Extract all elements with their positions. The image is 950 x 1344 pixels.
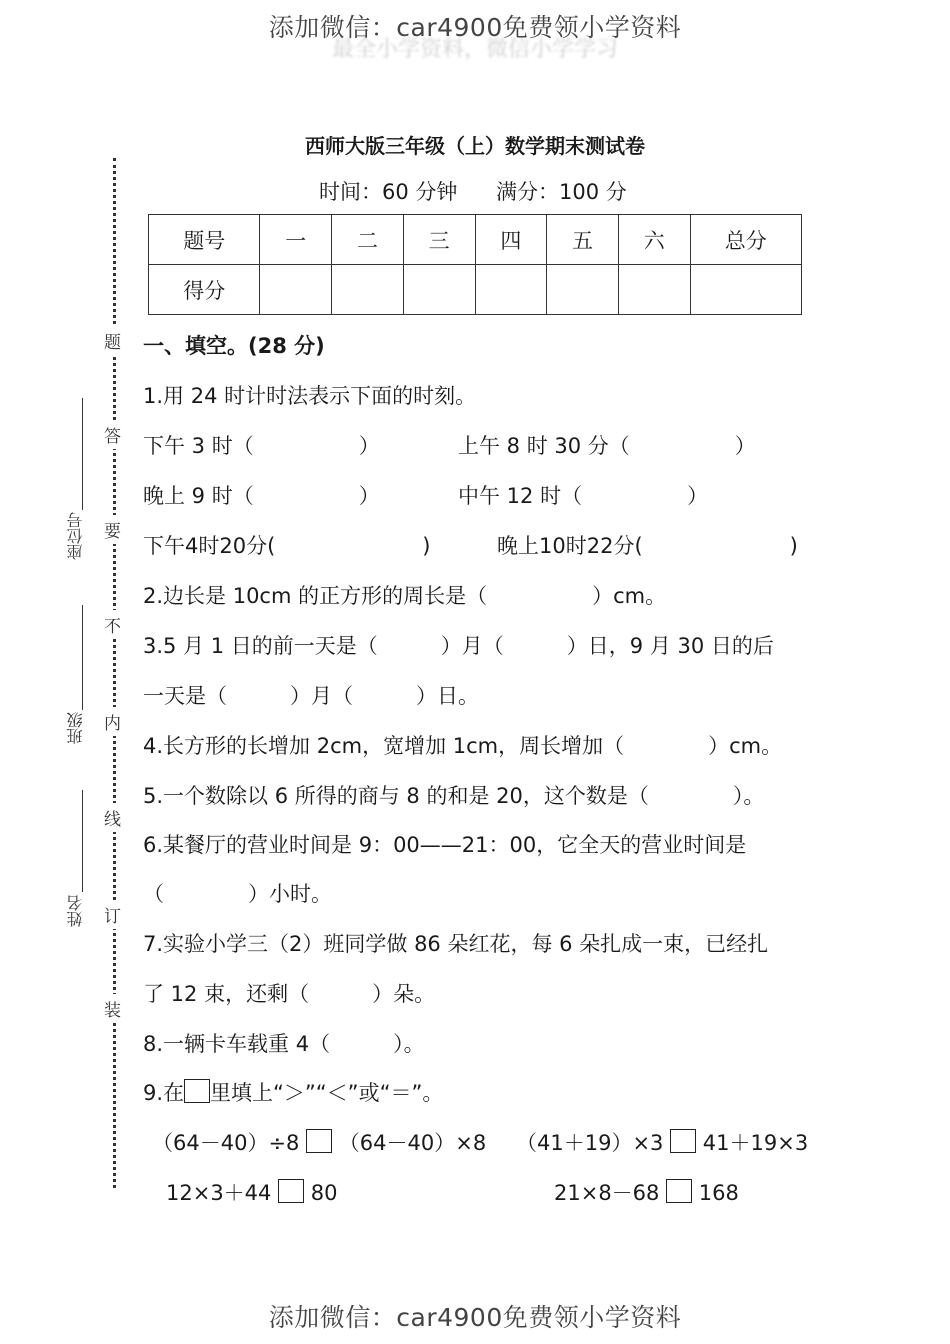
section-heading: 一、填空。(28 分) bbox=[143, 334, 325, 358]
q9-compare-a bbox=[152, 1127, 486, 1157]
exam-full-score: 满分：100 分 bbox=[496, 180, 627, 204]
q1-item: 晚上10时22分( ) bbox=[497, 534, 798, 558]
binding-char: 线 bbox=[104, 803, 121, 832]
score-cell[interactable] bbox=[547, 265, 619, 315]
q9-compare-b bbox=[516, 1127, 808, 1157]
q1-item: 晚上 9 时（ ） bbox=[143, 484, 380, 508]
question-1: 1.用 24 时计时法表示下面的时刻。 bbox=[143, 384, 477, 408]
score-table-header-row bbox=[149, 215, 802, 265]
header-cell: 一 bbox=[260, 215, 332, 265]
q9-prefix: 9.在 bbox=[143, 1081, 185, 1105]
header-cell: 题号 bbox=[149, 215, 260, 265]
q1-item: 下午4时20分( ) bbox=[143, 534, 431, 558]
question-9 bbox=[143, 1077, 443, 1107]
q9-suffix: 里填上“＞”“＜”或“＝”。 bbox=[210, 1081, 444, 1105]
question-3-line-2: 一天是（ ）月（ ）日。 bbox=[143, 684, 479, 708]
exam-time: 时间：60 分钟 bbox=[319, 180, 458, 204]
seat-number-underline[interactable] bbox=[82, 398, 83, 510]
score-cell[interactable] bbox=[332, 265, 404, 315]
name-label: 姓名 bbox=[66, 895, 85, 927]
question-7-line-1: 7.实验小学三（2）班同学做 86 朵红花，每 6 朵扎成一束，已经扎 bbox=[143, 932, 769, 956]
question-3-line-1: 3.5 月 1 日的前一天是（ ）月（ ）日，9 月 30 日的后 bbox=[143, 634, 774, 658]
score-table-score-row bbox=[149, 265, 802, 315]
q9-expression: 41＋19×3 bbox=[702, 1131, 809, 1155]
binding-char: 不 bbox=[104, 610, 121, 639]
name-underline[interactable] bbox=[82, 790, 83, 892]
score-cell[interactable] bbox=[690, 265, 801, 315]
binding-char: 内 bbox=[104, 707, 121, 736]
class-underline[interactable] bbox=[82, 605, 83, 710]
q1-item: 上午 8 时 30 分（ ） bbox=[458, 434, 756, 458]
binding-char: 答 bbox=[104, 420, 121, 449]
binding-char: 要 bbox=[104, 515, 121, 544]
row-label: 得分 bbox=[149, 265, 260, 315]
top-watermark: 添加微信：car4900免费领小学资料 bbox=[268, 13, 682, 42]
q9-expression: 12×3＋44 bbox=[166, 1181, 272, 1205]
question-6-line-1: 6.某餐厅的营业时间是 9：00——21：00，它全天的营业时间是 bbox=[143, 833, 747, 857]
header-cell: 三 bbox=[403, 215, 475, 265]
binding-char: 题 bbox=[104, 326, 121, 355]
ghost-watermark: 最全小学资料，微信小学学习 bbox=[331, 37, 618, 62]
header-cell: 四 bbox=[475, 215, 547, 265]
score-cell[interactable] bbox=[618, 265, 690, 315]
binding-char: 装 bbox=[104, 994, 121, 1023]
q9-expression: 80 bbox=[310, 1181, 338, 1205]
q9-expression: （41＋19）×3 bbox=[516, 1131, 664, 1155]
question-5: 5.一个数除以 6 所得的商与 8 的和是 20，这个数是（ ）。 bbox=[143, 784, 765, 808]
q9-compare-d bbox=[554, 1177, 739, 1207]
header-cell: 总分 bbox=[690, 215, 801, 265]
header-cell: 五 bbox=[547, 215, 619, 265]
compare-box[interactable] bbox=[670, 1129, 696, 1153]
question-6-line-2: （ ）小时。 bbox=[143, 882, 332, 906]
score-cell[interactable] bbox=[475, 265, 547, 315]
q9-expression: 21×8－68 bbox=[554, 1181, 660, 1205]
q1-item: 中午 12 时（ ） bbox=[458, 484, 709, 508]
compare-box[interactable] bbox=[666, 1179, 692, 1203]
bottom-watermark: 添加微信：car4900免费领小学资料 bbox=[268, 1303, 682, 1332]
question-2: 2.边长是 10cm 的正方形的周长是（ ）cm。 bbox=[143, 584, 667, 608]
header-cell: 二 bbox=[332, 215, 404, 265]
q9-expression: 168 bbox=[698, 1181, 739, 1205]
score-cell[interactable] bbox=[403, 265, 475, 315]
binding-char: 订 bbox=[104, 900, 121, 929]
header-cell: 六 bbox=[618, 215, 690, 265]
q9-expression: （64－40）×8 bbox=[338, 1131, 487, 1155]
question-8: 8.一辆卡车载重 4（ ）。 bbox=[143, 1032, 425, 1056]
compare-box[interactable] bbox=[306, 1129, 332, 1153]
seat-number-label: 座位号 bbox=[66, 512, 85, 560]
class-label: 班级 bbox=[66, 712, 85, 744]
score-cell[interactable] bbox=[260, 265, 332, 315]
q9-expression: （64－40）÷8 bbox=[152, 1131, 300, 1155]
question-4: 4.长方形的长增加 2cm，宽增加 1cm，周长增加（ ）cm。 bbox=[143, 734, 783, 758]
exam-title: 西师大版三年级（上）数学期末测试卷 bbox=[305, 134, 645, 158]
q1-item: 下午 3 时（ ） bbox=[143, 434, 380, 458]
question-7-line-2: 了 12 束，还剩（ ）朵。 bbox=[143, 982, 436, 1006]
score-table bbox=[148, 214, 802, 315]
answer-box-sample bbox=[184, 1079, 210, 1103]
binding-dotted-line bbox=[113, 158, 116, 1188]
compare-box[interactable] bbox=[278, 1179, 304, 1203]
q9-compare-c bbox=[166, 1177, 338, 1207]
